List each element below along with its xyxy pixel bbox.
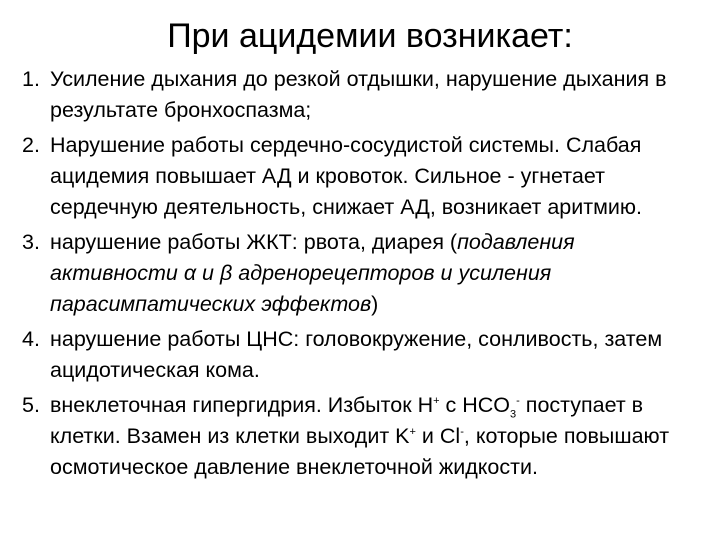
list-item: [22, 227, 702, 320]
item-text: нарушение работы ЦНС: головокружение, сонливость, затем ацидотическая кома.: [50, 327, 663, 382]
list-item: [22, 64, 702, 126]
item-text: Нарушение работы сердечно-сосудистой системы. Слабая ацидемия повышает АД и кровоток. Сильное - угнетает сердечную деятельность, снижает АД, возникает аритмию.: [50, 133, 642, 219]
item-text-end: ): [371, 292, 379, 316]
superscript: -: [516, 394, 520, 407]
superscript: +: [409, 425, 416, 438]
item-italic-text: подавления активности α и β адренорецепторов и усиления парасимпатических эффектов: [50, 230, 575, 316]
item-text: внеклеточная гипергидрия. Избыток H: [50, 393, 434, 417]
superscript: +: [433, 394, 440, 407]
item-text: , которые повышают осмотическое давление внеклеточной жидкости.: [50, 424, 670, 479]
numbered-list: [22, 64, 702, 487]
list-item: [22, 390, 702, 483]
list-item: [22, 324, 702, 386]
item-number: 4.: [22, 327, 40, 351]
item-number: 2.: [22, 133, 40, 157]
subscript: 3: [510, 408, 517, 421]
item-text: Усиление дыхания до резкой отдышки, нарушение дыхания в результате бронхоспазма;: [50, 67, 667, 122]
item-number: 1.: [22, 67, 40, 91]
list-item: [22, 130, 702, 223]
item-number: 5.: [22, 393, 40, 417]
item-text: и Cl: [415, 424, 461, 448]
item-text: с HCO: [439, 393, 511, 417]
item-number: 3.: [22, 230, 40, 254]
superscript: -: [460, 425, 464, 438]
slide-title: При ацидемии возникает:: [167, 17, 573, 55]
item-text: нарушение работы ЖКТ: рвота, диарея (: [50, 230, 458, 254]
item-text: поступает в клетки. Взамен из клетки выходит K: [50, 393, 644, 448]
